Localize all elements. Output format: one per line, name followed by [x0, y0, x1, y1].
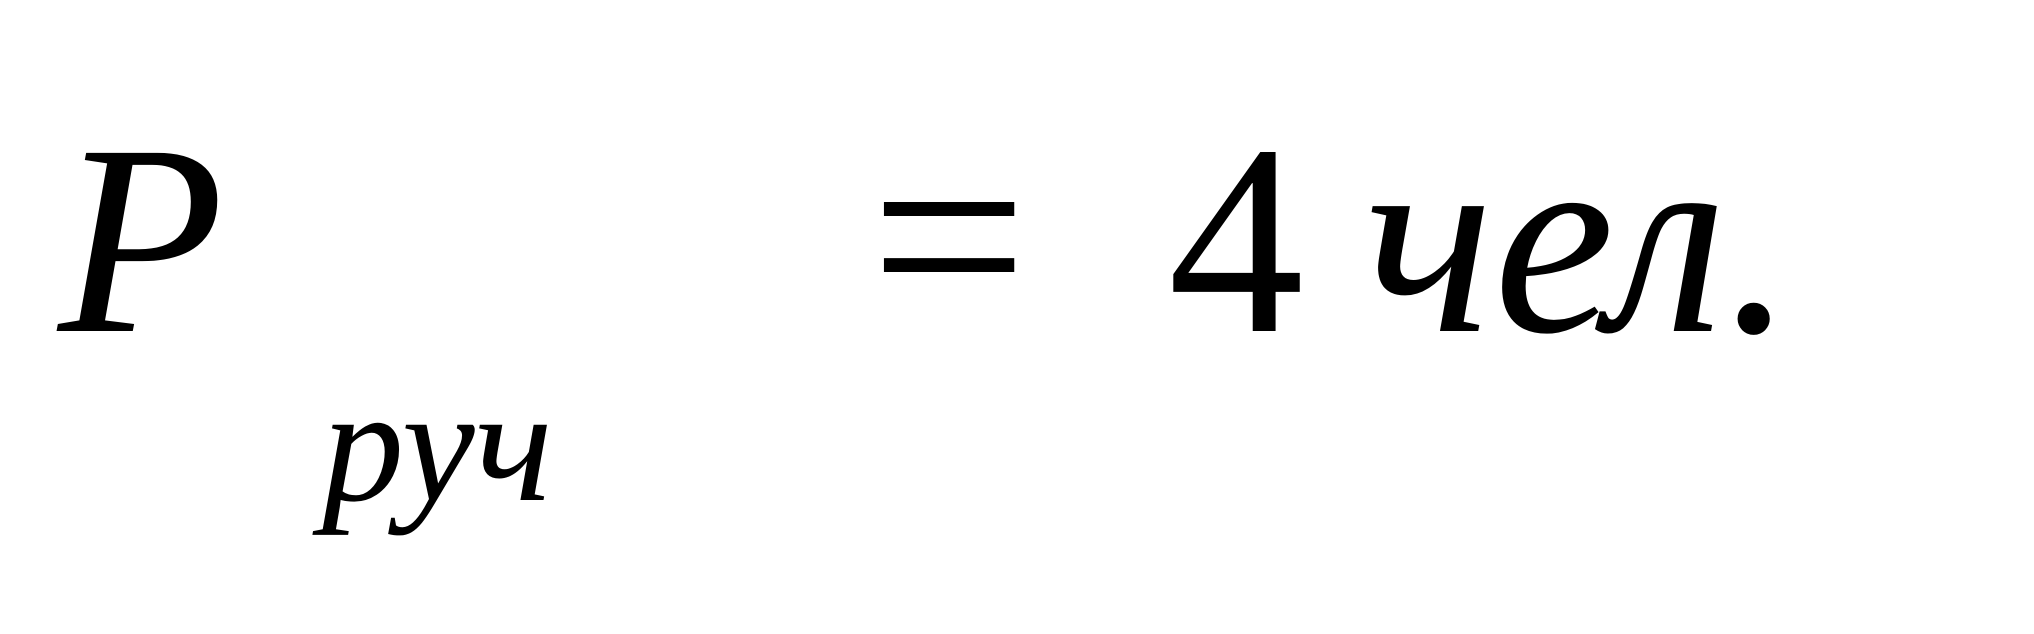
formula-equals-sign: = — [870, 80, 1028, 391]
formula-unit: чел. — [1364, 89, 1795, 390]
formula-subscript: руч — [322, 355, 553, 536]
formula-variable: P — [58, 89, 225, 390]
formula-value: 4 — [1168, 89, 1304, 390]
